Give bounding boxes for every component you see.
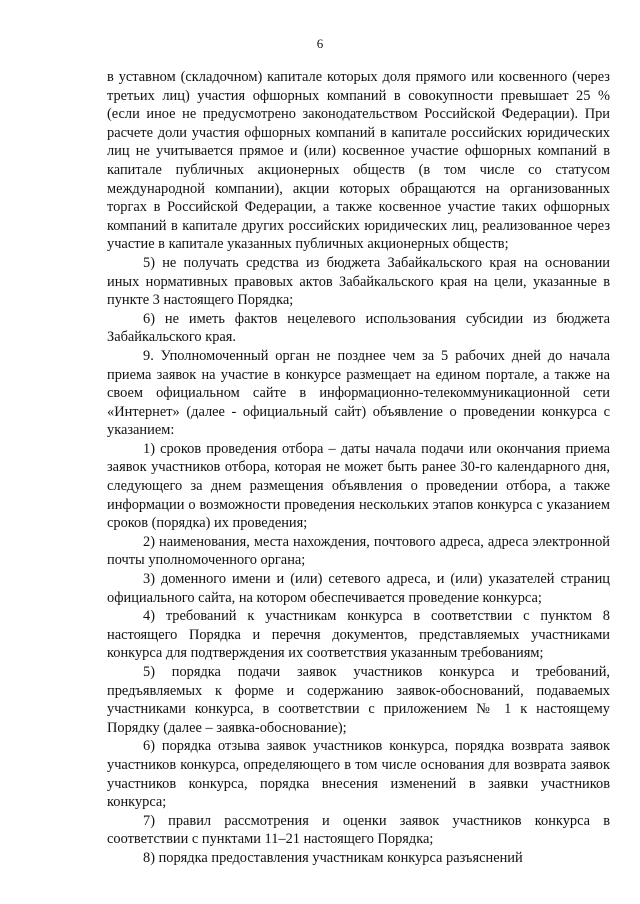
- paragraph-item-2: 2) наименования, места нахождения, почтового адреса, адреса электронной почты уполномоченного органа;: [107, 533, 610, 569]
- document-body: [107, 68, 610, 868]
- paragraph-item-5: 5) порядка подачи заявок участников конкурса и требований, предъявляемых к форме и содержанию заявок-обоснований, подаваемых участниками конкурса, в соответствии с приложением № 1 к настоящему Порядку (далее – заявка-обоснование);: [107, 664, 610, 736]
- paragraph-clause-9: 9. Уполномоченный орган не позднее чем за 5 рабочих дней до начала приема заявок на участие в конкурсе размещает на едином портале, а также на своем официальном сайте в информационно-телекоммуникационной сети «Интернет» (далее - официальный сайт) объявление о проведении конкурса с указанием:: [107, 347, 610, 439]
- paragraph-item-4: 4) требований к участникам конкурса в соответствии с пунктом 8 настоящего Порядка и перечня документов, представляемых участниками конкурса для подтверждения их соответствия указанным требованиям;: [107, 608, 610, 662]
- page-number: 6: [316, 36, 324, 51]
- paragraph-offshore-participation: в уставном (складочном) капитале которых доля прямого или косвенного (через третьих лиц) участия офшорных компаний в совокупности превышает 25 % (если иное не предусмотрено законодательством Российской Федерации). При расчете доли участия офшорных компаний в капитале российских юридических лиц не учитывается прямое и (или) косвенное участие офшорных компаний в капитале публичных акционерных обществ (в том числе со статусом международной компании), акции которых обращаются на организованных торгах в Российской Федерации, а также косвенное участие таких офшорных компаний в капитале других российских юридических лиц, реализованное через участие в капитале указанных публичных акционерных обществ;: [107, 69, 610, 253]
- paragraph-item-3: 3) доменного имени и (или) сетевого адреса, и (или) указателей страниц официального сайта, на котором обеспечивается проведение конкурса;: [107, 571, 610, 606]
- paragraph-item-7: 7) правил рассмотрения и оценки заявок участников конкурса в соответствии с пунктами 11–21 настоящего Порядка;: [107, 812, 610, 848]
- paragraph-requirement-5: 5) не получать средства из бюджета Забайкальского края на основании иных нормативных правовых актов Забайкальского края на цели, указанные в пункте 3 настоящего Порядка;: [107, 254, 610, 309]
- paragraph-item-1: 1) сроков проведения отбора – даты начала подачи или окончания приема заявок участников отбора, которая не может быть ранее 30-го календарного дня, следующего за днем размещения объявления о проведении отбора, а также информации о возможности проведения нескольких этапов конкурса с указанием сроков (порядка) их проведения;: [107, 440, 610, 532]
- paragraph-item-6: 6) порядка отзыва заявок участников конкурса, порядка возврата заявок участников конкурса, определяющего в том числе основания для возврата заявок участников конкурса, порядка внесения изменений в заявки участников конкурса;: [107, 738, 610, 811]
- paragraph-item-8: 8) порядка предоставления участникам конкурса разъяснений: [143, 849, 523, 866]
- paragraph-requirement-6: 6) не иметь фактов нецелевого использования субсидии из бюджета Забайкальского края.: [107, 310, 610, 346]
